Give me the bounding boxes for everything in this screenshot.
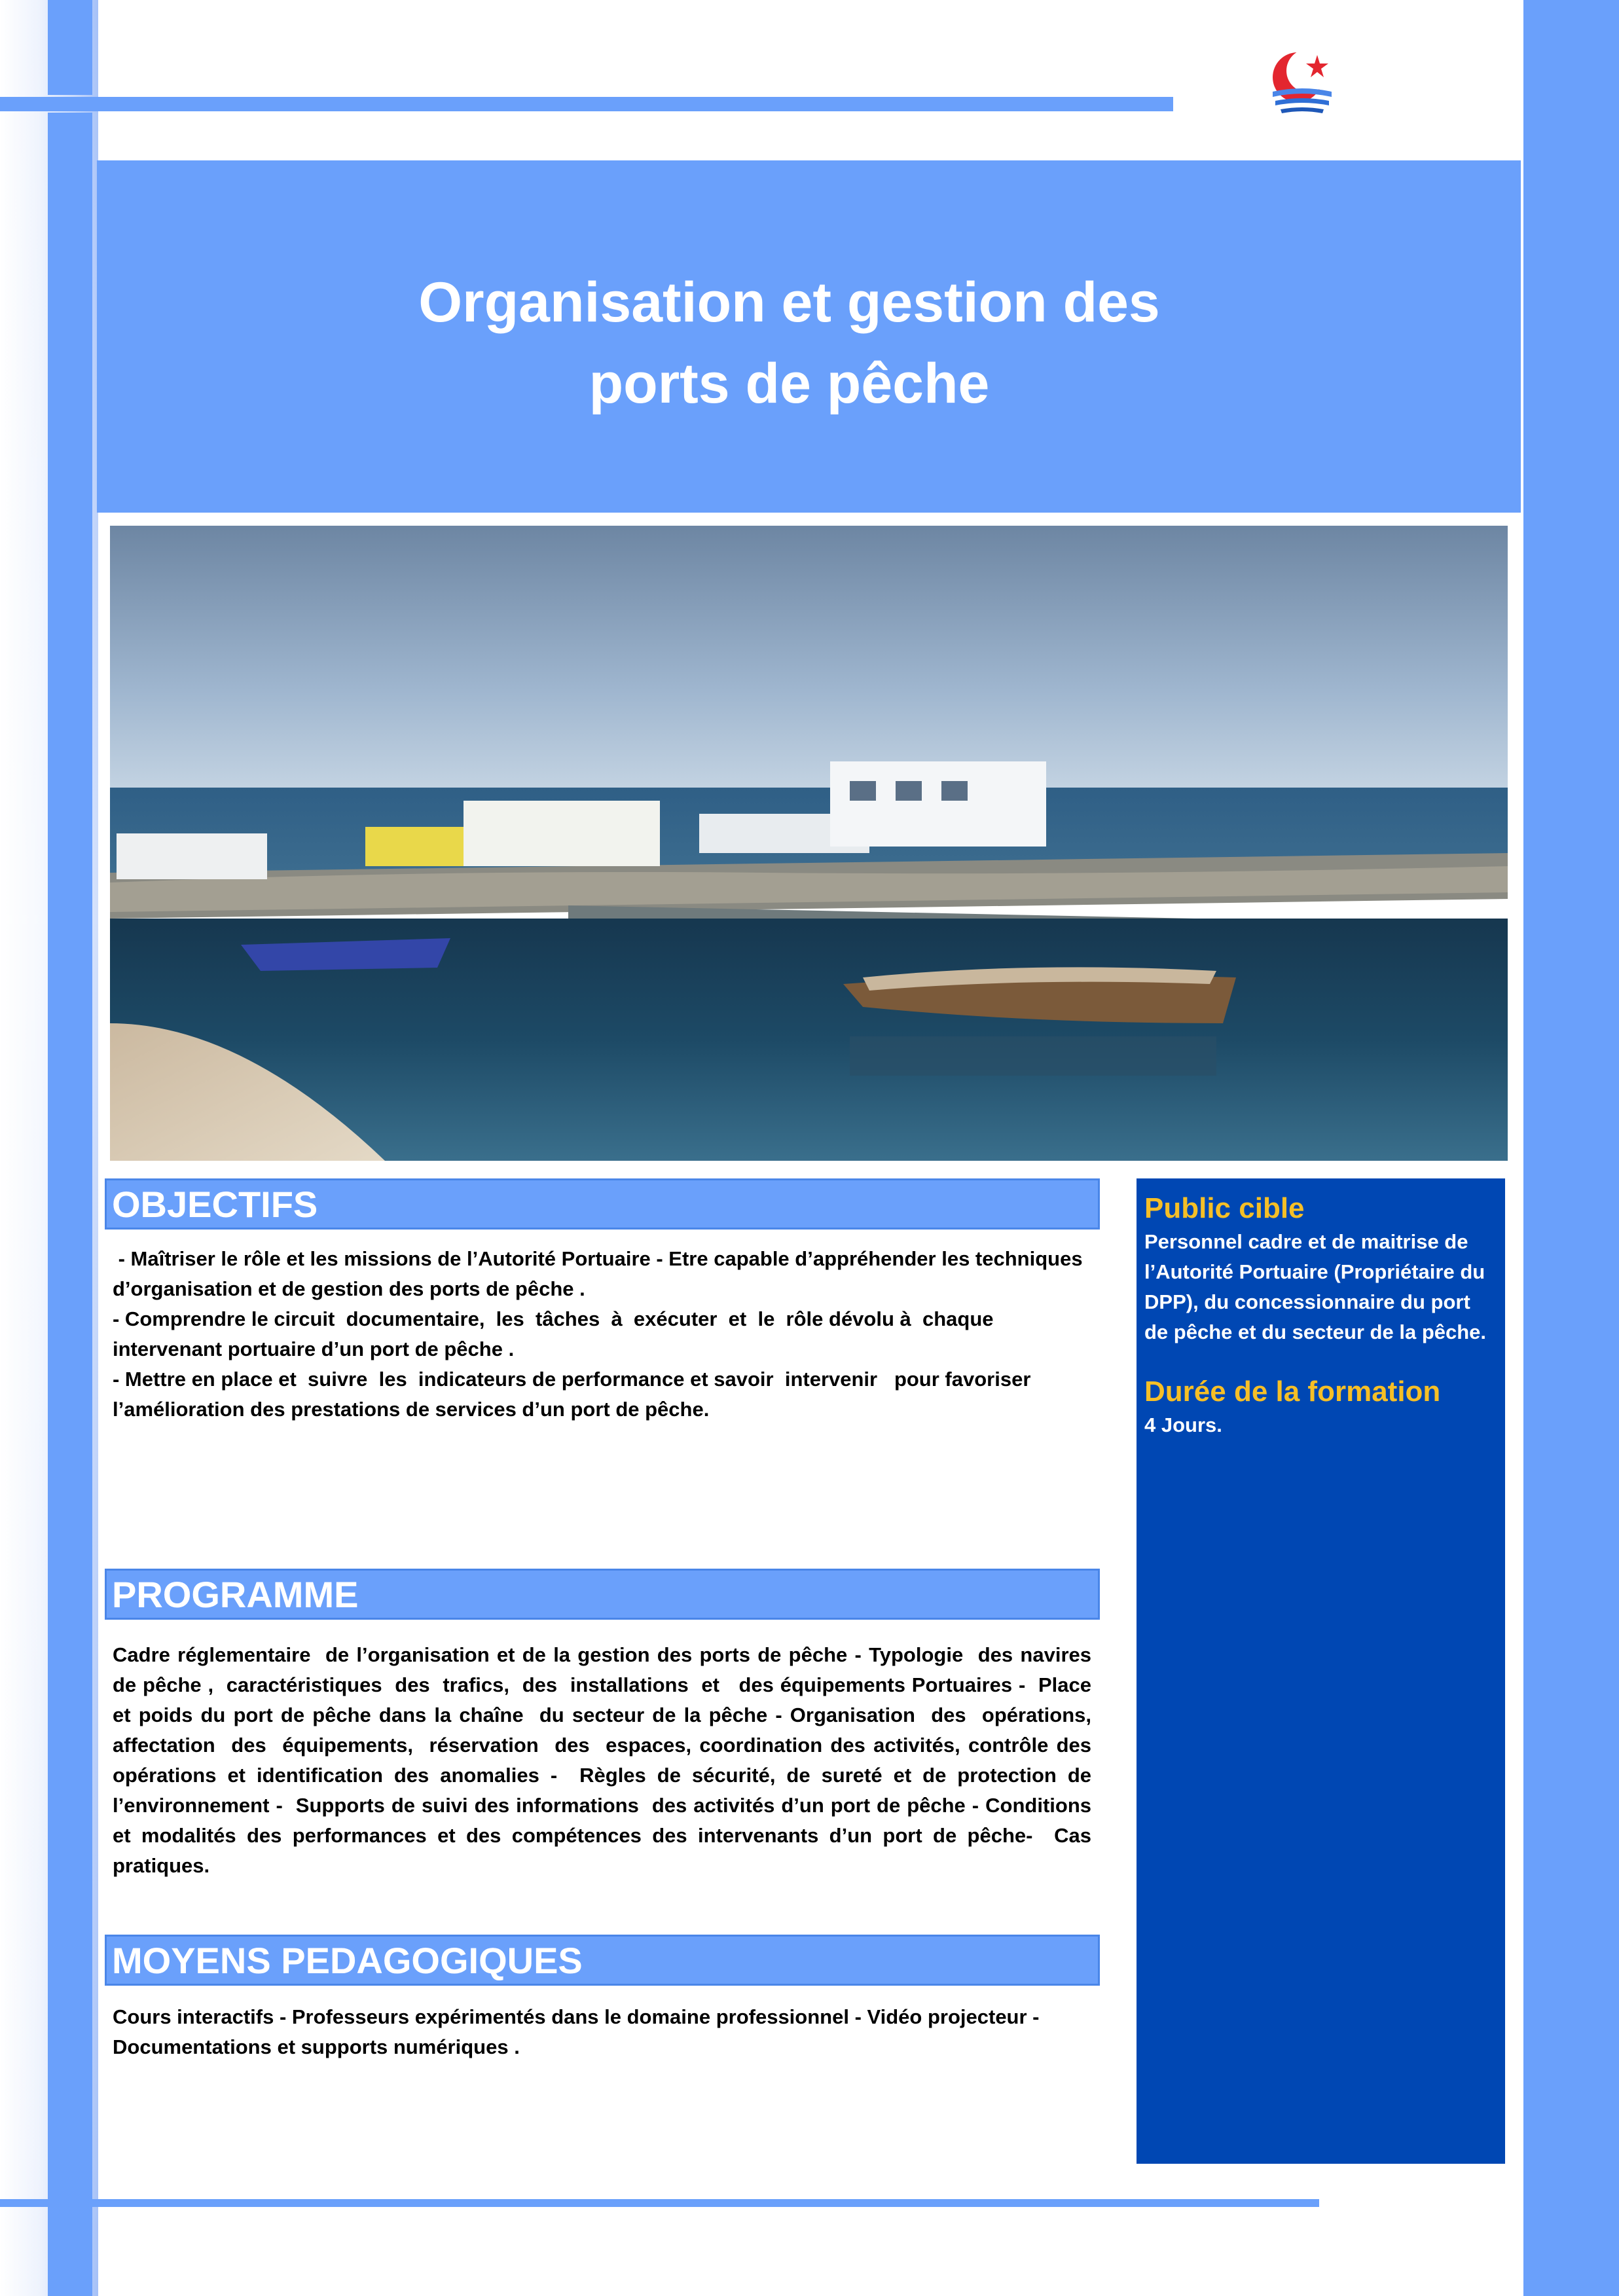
moyens-heading: MOYENS PEDAGOGIQUES bbox=[105, 1935, 1100, 1986]
title-banner bbox=[97, 160, 1521, 513]
public-cible-heading: Public cible bbox=[1144, 1192, 1305, 1224]
left-stripe bbox=[48, 113, 92, 2296]
objectif-item-3: - Mettre en place et suivre les indicateurs de performance et savoir intervenir pour favoriser l’amélioration des prestations de services d’un port de pêche. bbox=[113, 1368, 1037, 1421]
page-title bbox=[97, 262, 1521, 424]
harbour-photo bbox=[110, 526, 1508, 1161]
programme-paragraph: Cadre réglementaire de l’organisation et de la gestion des ports de pêche - Typologie des navires de pêche , caractéristiques des trafics, des installations et des équipements Portuaires - Place et poids du port de pêche dans la chaîne du secteur de la pêche - Organisation des opérations, affectation des équipements, réservation des espaces, coordination des activités, contrôle des opérations et identification des anomalies - Règles de sécurité, de sureté et de protection de l’environnement - Supports de suivi des informations des activités d’un port de pêche - Conditions et modalités des performances et des compétences des intervenants d’un port de pêche- Cas pratiques. bbox=[113, 1643, 1103, 1877]
moyens-paragraph: Cours interactifs - Professeurs expérimentés dans le domaine professionnel - Vidéo projecteur - Documentations et supports numériques . bbox=[113, 2005, 1040, 2058]
title-line-1: Organisation et gestion des bbox=[418, 271, 1160, 334]
programme-heading: PROGRAMME bbox=[105, 1569, 1100, 1620]
duree-heading: Durée de la formation bbox=[1144, 1376, 1441, 1408]
top-rule bbox=[0, 97, 1173, 111]
objectif-item-1: - Maîtriser le rôle et les missions de l’Autorité Portuaire - Etre capable d’appréhender les techniques d’organisation et de gestion des ports de pêche . bbox=[113, 1247, 1089, 1300]
public-cible-text: Personnel cadre et de maitrise de l’Autorité Portuaire (Propriétaire du DPP), du concessionnaire du port de pêche et du secteur de la pêche. bbox=[1144, 1230, 1487, 1343]
duree-text: 4 Jours. bbox=[1144, 1413, 1222, 1436]
moyens-text bbox=[113, 2002, 1095, 2062]
info-sidebar bbox=[1137, 1178, 1505, 2164]
objectif-item-2: - Comprendre le circuit documentaire, les tâches à exécuter et le rôle dévolu à chaque intervenant portuaire d’un port de pêche . bbox=[113, 1307, 1000, 1360]
objectifs-heading: OBJECTIFS bbox=[105, 1178, 1100, 1230]
left-stripe-top bbox=[48, 0, 92, 95]
logo-icon bbox=[1266, 46, 1338, 121]
bottom-rule bbox=[0, 2199, 1319, 2207]
objectifs-text bbox=[113, 1244, 1095, 1425]
right-stripe bbox=[1523, 0, 1619, 2296]
title-line-2: ports de pêche bbox=[589, 352, 990, 415]
programme-text bbox=[113, 1640, 1103, 1881]
